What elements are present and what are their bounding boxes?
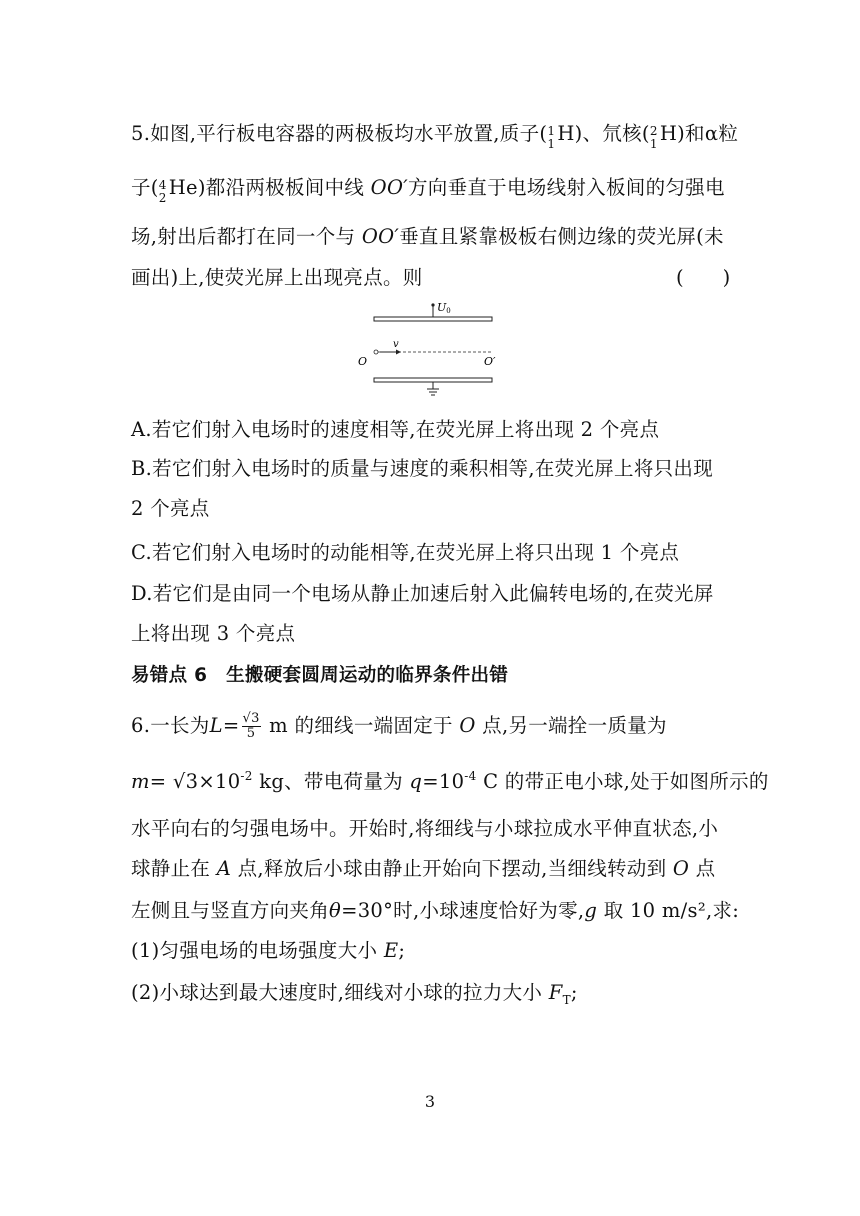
q6-line-5: 左侧且与竖直方向夹角θ=30°时,小球速度恰好为零,g 取 10 m/s²,求: [131, 899, 740, 922]
capacitor-figure [352, 298, 512, 398]
deuteron-isotope: 2 1 [649, 124, 658, 151]
capacitor-diagram [352, 298, 512, 398]
option-b-line-2: 2 个亮点 [131, 497, 210, 520]
terminal-dot [431, 303, 434, 306]
alpha-isotope: 4 2 [158, 178, 167, 205]
section-heading: 易错点 6 生搬硬套圆周运动的临界条件出错 [131, 665, 509, 686]
q6-line-1: 6.一长为L= $\frac{√3}{5}$ m 的细线一端固定于 O 点,另一端拴一质量为 [131, 711, 667, 741]
velocity-arrowhead [396, 350, 401, 355]
q5-line-1: 5.如图,平行板电容器的两极板均水平放置,质子( 1 1 H)、氘核( 2 1 H)和α粒 [131, 122, 739, 151]
o-label: O [358, 355, 368, 368]
q6-line-2: $m= √3\times 10^{-2}$ kg、带电荷量为 $q=10^{-4}$ C 的带正电小球,处于如图所示的 [131, 769, 769, 793]
u0-label: U0 [437, 301, 451, 315]
q6-part-2: (2)小球达到最大速度时,细线对小球的拉力大小 $F_T$; [131, 981, 578, 1007]
length-fraction: $\frac{√3}{5}$ [242, 711, 260, 741]
q5-line-3: 场,射出后都打在同一个与 OO′垂直且紧靠极板右侧边缘的荧光屏(未 [131, 225, 724, 248]
q6-line-4: 球静止在 A 点,释放后小球由静止开始向下摆动,当细线转动到 O 点 [131, 857, 716, 880]
v-label: v [393, 339, 399, 350]
top-plate [374, 317, 492, 321]
page-number: 3 [424, 1092, 436, 1111]
q6-line-3: 水平向右的匀强电场中。开始时,将细线与小球拉成水平伸直状态,小 [131, 817, 719, 840]
option-a: A.若它们射入电场时的速度相等,在荧光屏上将出现 2 个亮点 [131, 418, 660, 441]
q5-line-4: 画出)上,使荧光屏上出现亮点。则 [131, 266, 423, 289]
o-prime-label: O′ [484, 355, 496, 368]
q6-part-1: (1)匀强电场的电场强度大小 E; [131, 939, 406, 962]
q5-line-2: 子( 4 2 He)都沿两极板间中线 OO′方向垂直于电场线射入板间的匀强电 [131, 176, 725, 205]
proton-isotope: 1 1 [547, 124, 556, 151]
entry-point [374, 350, 378, 354]
option-d-line-1: D.若它们是由同一个电场从静止加速后射入此偏转电场的,在荧光屏 [131, 582, 714, 605]
bottom-plate [374, 378, 492, 382]
answer-bracket: ( ) [676, 266, 731, 289]
option-d-line-2: 上将出现 3 个亮点 [131, 622, 296, 645]
option-c: C.若它们射入电场时的动能相等,在荧光屏上将只出现 1 个亮点 [131, 541, 680, 564]
option-b-line-1: B.若它们射入电场时的质量与速度的乘积相等,在荧光屏上将只出现 [131, 457, 714, 480]
